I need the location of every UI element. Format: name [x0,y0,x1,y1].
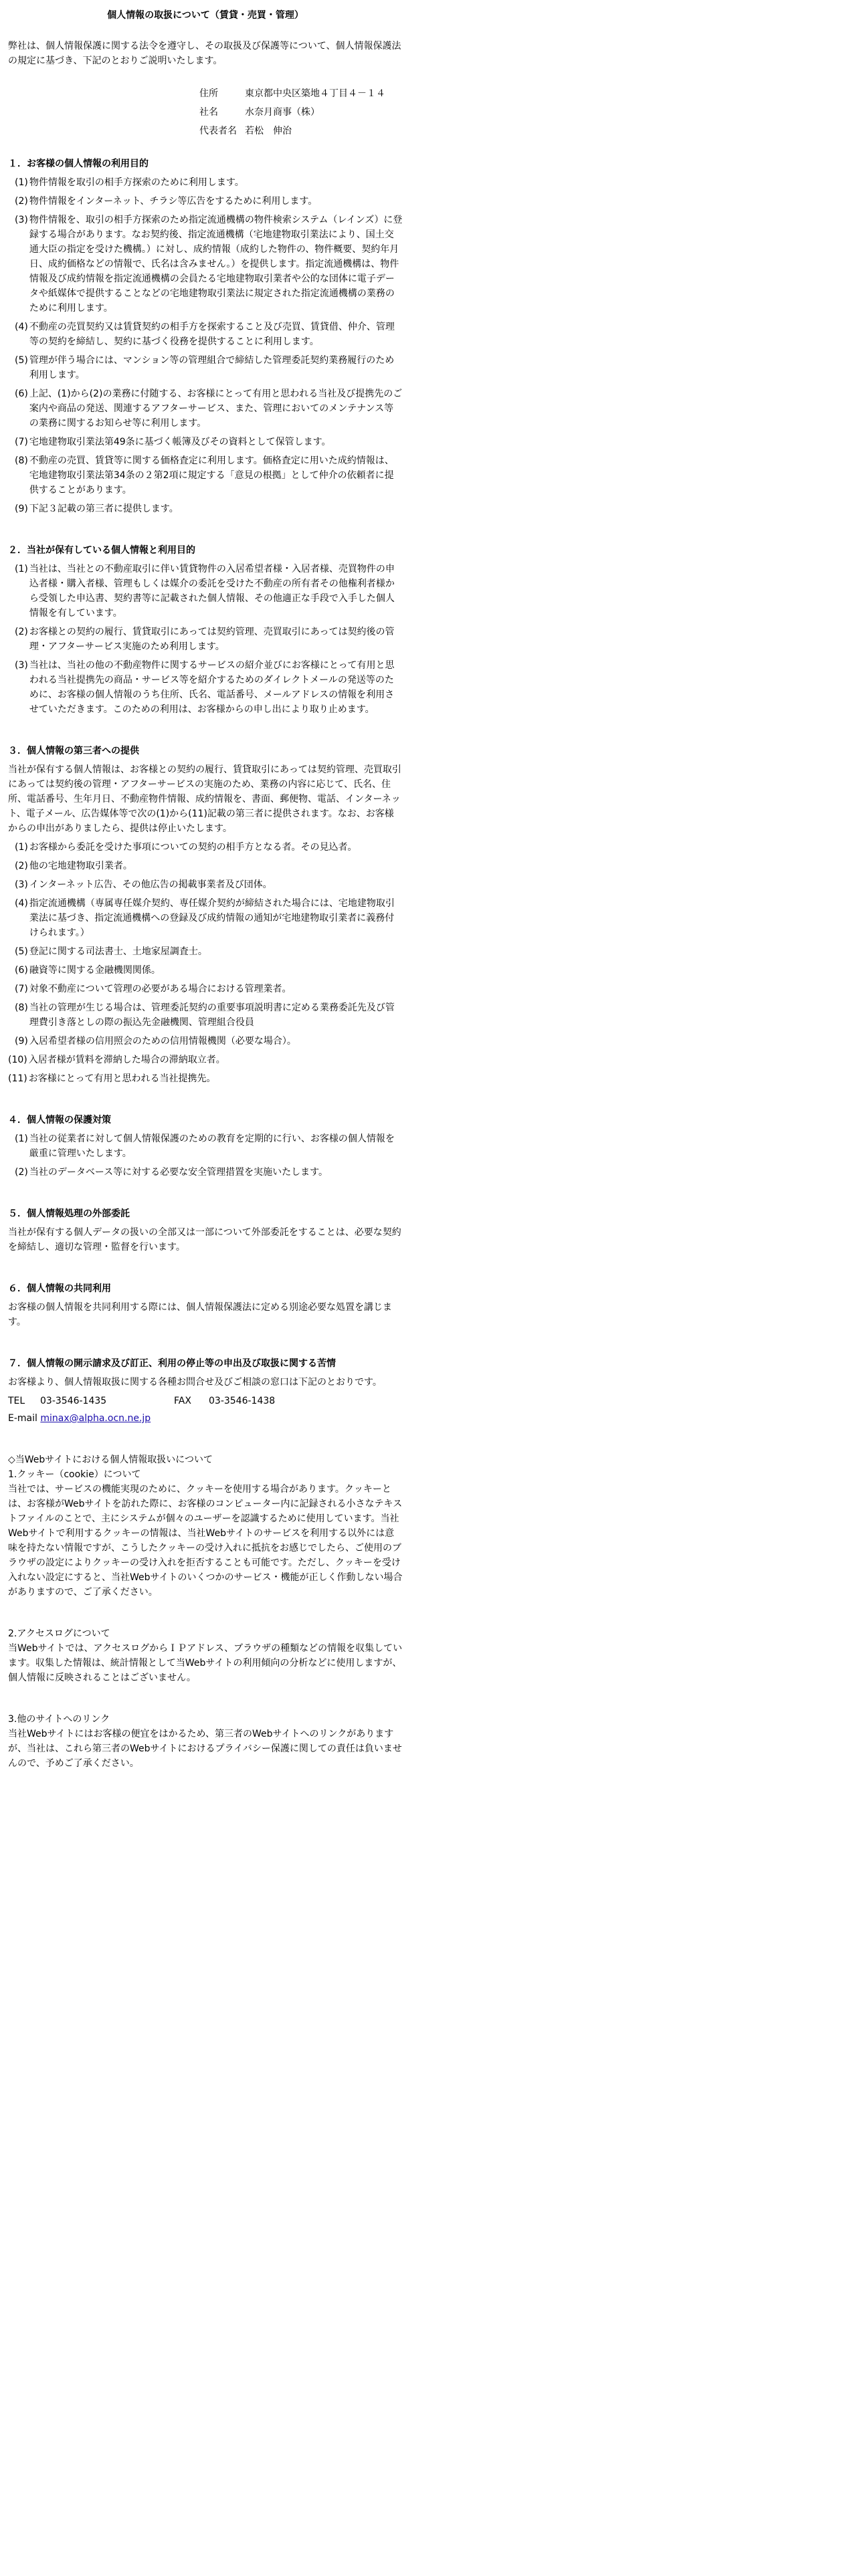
item-number: (2) [15,196,28,207]
held-info-list [8,562,403,717]
intro-paragraph: 弊社は、個人情報保護に関する法令を遵守し、その取扱及び保護等について、個人情報保護法の規定に基づき、下記のとおりご説明いたします。 [8,41,401,66]
access-log-heading: 2.アクセスログについて [8,1628,110,1639]
joint-use-text: お客様の個人情報を共同利用する際には、個人情報保護法に定める別途必要な処置を講じます。 [8,1302,392,1327]
item-text: 物件情報をインターネット、チラシ等広告をするために利用します。 [29,196,318,207]
list-item [8,877,403,892]
list-item [8,1071,403,1086]
fax-value: 03-3546-1438 [209,1396,276,1406]
item-number: (5) [15,946,28,957]
item-text: 不動産の売買契約又は賃貸契約の相手方を探索すること及び売買、賃貸借、仲介、管理等の契約を締結し、契約に基づく役務を提供することに利用します。 [29,322,395,347]
item-number: (6) [15,965,28,976]
item-number: (11) [8,1073,27,1084]
section-heading-joint-use: ６．個人情報の共同利用 [8,1283,111,1294]
item-text: お客様にとって有用と思われる当社提携先。 [28,1073,216,1084]
web-policy-heading: ◇当Webサイトにおける個人情報取扱いについて [8,1455,213,1465]
address-label: 住所 [199,88,218,99]
list-item [8,562,403,621]
list-item [8,944,403,959]
company-row-address [195,84,403,103]
tel-label: TEL [8,1396,25,1406]
item-text: 対象不動産について管理の必要がある場合における管理業者。 [29,984,292,994]
item-number: (1) [15,842,28,853]
email-label: E-mail [8,1413,37,1424]
list-item [8,435,403,449]
cookie-text: 当社では、サービスの機能実現のために、クッキーを使用する場合があります。クッキーとは、お客様がWebサイトを訪れた際に、お客様のコンピューター内に記録される小さなテキストファイルのことで、主にシステムが個々のユーザーを認識するために使用しています。当社Webサイトで利用するクッキーの情報は、当社Webサイトのサービスを利用する以外には意味を持たない情報ですが、こうしたクッキーの受け入れに抵抗をお感じでしたら、ご使用のブラウザの設定によりクッキーの受け入れを拒否することも可能です。ただし、クッキーを受け入れない設定にすると、当社Webサイトのいくつかのサービス・機能が正しく作動しない場合がありますので、ご了承ください。 [8,1484,403,1598]
item-number: (1) [15,1134,28,1144]
company-row-representative [195,122,403,140]
item-text: 当社のデータベース等に対する必要な安全管理措置を実施いたします。 [29,1167,328,1178]
document [8,8,403,1775]
list-item [8,213,403,316]
item-text: 当社の管理が生じる場合は、管理委託契約の重要事項説明書に定める業務委託先及び管理費引き落としの際の振込先金融機関、管理組合役員 [29,1002,395,1028]
item-text: 当社は、当社の他の不動産物件に関するサービスの紹介並びにお客様にとって有用と思われる当社提携先の商品・サービス等を紹介するためのダイレクトメールの発送等のために、お客様の個人情報のうち住所、氏名、電話番号、メールアドレスの情報を利用させていただきます。このための利用は、お客様からの申し出により取り止めます。 [29,660,395,715]
item-number: (3) [15,879,28,890]
list-item [8,175,403,190]
representative-value: 若松 伸治 [245,126,292,136]
item-text: 下記３記載の第三者に提供します。 [29,504,179,514]
section-heading-third-party: ３．個人情報の第三者への提供 [8,746,139,756]
list-item [8,1000,403,1030]
item-text: 当社の従業者に対して個人情報保護のための教育を定期的に行い、お客様の個人情報を厳重に管理いたします。 [29,1134,395,1159]
item-text: 物件情報を取引の相手方探索のために利用します。 [29,177,244,188]
section-heading-held-info: ２．当社が保有している個人情報と利用目的 [8,545,195,556]
item-text: 物件情報を、取引の相手方探索のため指定流通機構の物件検索システム（レインズ）に登録する場合があります。なお契約後、指定流通機構（宅地建物取引業法により、国土交通大臣の指定を受けた機構。）に対し、成約情報（成約した物件の、物件概要、契約年月日、成約価格などの情報で、氏名は含みません。）を提供します。指定流通機構は、物件情報及び成約情報を指定流通機構の会員たる宅地建物取引業者や公的な団体に電子データや紙媒体で提供することなどの宅地建物取引業法に規定された指定流通機構の業務のために利用します。 [29,215,403,314]
access-log-text: 当Webサイトでは、アクセスログからＩＰアドレス、ブラウザの種類などの情報を収集しています。収集した情報は、統計情報として当Webサイトの利用傾向の分析などに使用しますが、個人情報に反映されることはございません。 [8,1643,403,1683]
section-heading-purpose: １．お客様の個人情報の利用目的 [8,158,149,169]
item-text: 登記に関する司法書士、土地家屋調査士。 [29,946,207,957]
list-item [8,1053,403,1067]
item-text: お客様との契約の履行、賃貸取引にあっては契約管理、売買取引にあっては契約後の管理・アフターサービス実施のため利用します。 [29,627,395,652]
list-item [8,840,403,855]
fax-label: FAX [174,1396,191,1406]
item-number: (4) [15,322,28,332]
item-number: (10) [8,1055,27,1065]
item-text: 融資等に関する金融機関関係。 [29,965,161,976]
email-row [8,1411,403,1426]
item-number: (5) [15,355,28,366]
section-heading-disclosure: ７．個人情報の開示請求及び訂正、利用の停止等の申出及び取扱に関する苦情 [8,1358,336,1369]
item-number: (7) [15,984,28,994]
item-number: (6) [15,389,28,399]
email-link[interactable]: minax@alpha.ocn.ne.jp [40,1413,151,1424]
item-text: 指定流通機構（専属専任媒介契約、専任媒介契約が締結された場合には、宅地建物取引業法に基づき、指定流通機構への登録及び成約情報の通知が宅地建物取引業者に義務付けられます。） [29,898,395,938]
list-item [8,353,403,383]
external-links-heading: 3.他のサイトへのリンク [8,1714,110,1725]
item-number: (8) [15,455,28,466]
item-text: 不動産の売買、賃貸等に関する価格査定に利用します。価格査定に用いた成約情報は、宅地建物取引業法第34条の２第2項に規定する「意見の根拠」として仲介の依頼者に提供することがあります。 [29,455,394,496]
item-text: 宅地建物取引業法第49条に基づく帳簿及びその資料として保管します。 [29,437,331,447]
external-links-text: 当社Webサイトにはお客様の便宜をはかるため、第三者のWebサイトへのリンクがありますが、当社は、これら第三者のWebサイトにおけるプライバシー保護に関しての責任は負いませんので、予めご了承ください。 [8,1729,402,1769]
protection-list [8,1132,403,1180]
item-number: (3) [15,215,28,225]
third-party-intro: 当社が保有する個人情報は、お客様との契約の履行、賃貸取引にあっては契約管理、売買取引にあっては契約後の管理・アフターサービスの実施のため、業務の内容に応じて、氏名、住所、電話番号、生年月日、不動産物件情報、成約情報を、書面、郵便物、電話、インターネット、電子メール、広告媒体等で次の(1)から(11)記載の第三者に提供されます。なお、お客様からの申出がありましたら、提供は停止いたします。 [8,764,401,834]
list-item [8,502,403,516]
list-item [8,625,403,654]
phone-fax-row [8,1394,403,1408]
tel-value: 03-3546-1435 [40,1396,107,1406]
list-item [8,453,403,498]
item-number: (2) [15,1167,28,1178]
item-number: (2) [15,861,28,871]
list-item [8,1132,403,1161]
list-item [8,194,403,209]
item-text: お客様から委託を受けた事項についての契約の相手方となる者。その見込者。 [29,842,357,853]
third-party-list [8,840,403,1086]
item-number: (1) [15,177,28,188]
item-number: (1) [15,564,28,574]
item-text: インターネット広告、その他広告の掲載事業者及び団体。 [29,879,272,890]
item-number: (9) [15,1036,28,1047]
company-row-name [195,103,403,122]
list-item [8,963,403,978]
purpose-list [8,175,403,516]
item-text: 当社は、当社との不動産取引に伴い賃貸物件の入居希望者様・入居者様、売買物件の申込者様・購入者様、管理もしくは媒介の委託を受けた不動産の所有者その他権利者様から受領した申込書、契約書等に記載された個人情報、その他適正な手段で入手した個人情報を有しています。 [29,564,395,619]
page-title: 個人情報の取扱について（賃貸・売買・管理） [107,10,304,21]
list-item [8,320,403,349]
list-item [8,896,403,940]
item-text: 入居者様が賃料を滞納した場合の滞納取立者。 [28,1055,225,1065]
list-item [8,658,403,717]
item-number: (7) [15,437,28,447]
list-item [8,982,403,996]
item-text: 他の宅地建物取引業者。 [29,861,132,871]
section-heading-protection: ４．個人情報の保護対策 [8,1115,111,1125]
item-text: 管理が伴う場合には、マンション等の管理組合で締結した管理委託契約業務履行のため利用します。 [29,355,395,381]
outsourcing-text: 当社が保有する個人データの扱いの全部又は一部について外部委託をすることは、必要な契約を締結し、適切な管理・監督を行います。 [8,1227,401,1253]
address-value: 東京都中央区築地４丁目４－１４ [245,88,385,99]
list-item [8,1034,403,1049]
item-number: (8) [15,1002,28,1013]
cookie-heading: 1.クッキー（cookie）について [8,1469,141,1480]
section-heading-outsourcing: ５．個人情報処理の外部委託 [8,1208,130,1219]
list-item [8,859,403,873]
item-number: (3) [15,660,28,671]
item-text: 入居希望者様の信用照会のための信用情報機関（必要な場合）。 [29,1036,296,1047]
representative-label: 代表者名 [199,126,237,136]
item-number: (4) [15,898,28,909]
item-text: 上記、(1)から(2)の業務に付随する、お客様にとって有用と思われる当社及び提携先のご案内や商品の発送、関連するアフターサービス、また、管理においてのメンテナンス等の業務に関するお知らせ等に利用します。 [29,389,403,429]
list-item [8,387,403,431]
disclosure-text: お客様より、個人情報取扱に関する各種お問合せ及びご相談の窓口は下記のとおりです。 [8,1377,382,1388]
company-info-table [195,84,403,140]
item-number: (9) [15,504,28,514]
list-item [8,1165,403,1180]
company-name-value: 水奈月商事（株） [245,107,320,118]
item-number: (2) [15,627,28,637]
company-name-label: 社名 [199,107,218,118]
